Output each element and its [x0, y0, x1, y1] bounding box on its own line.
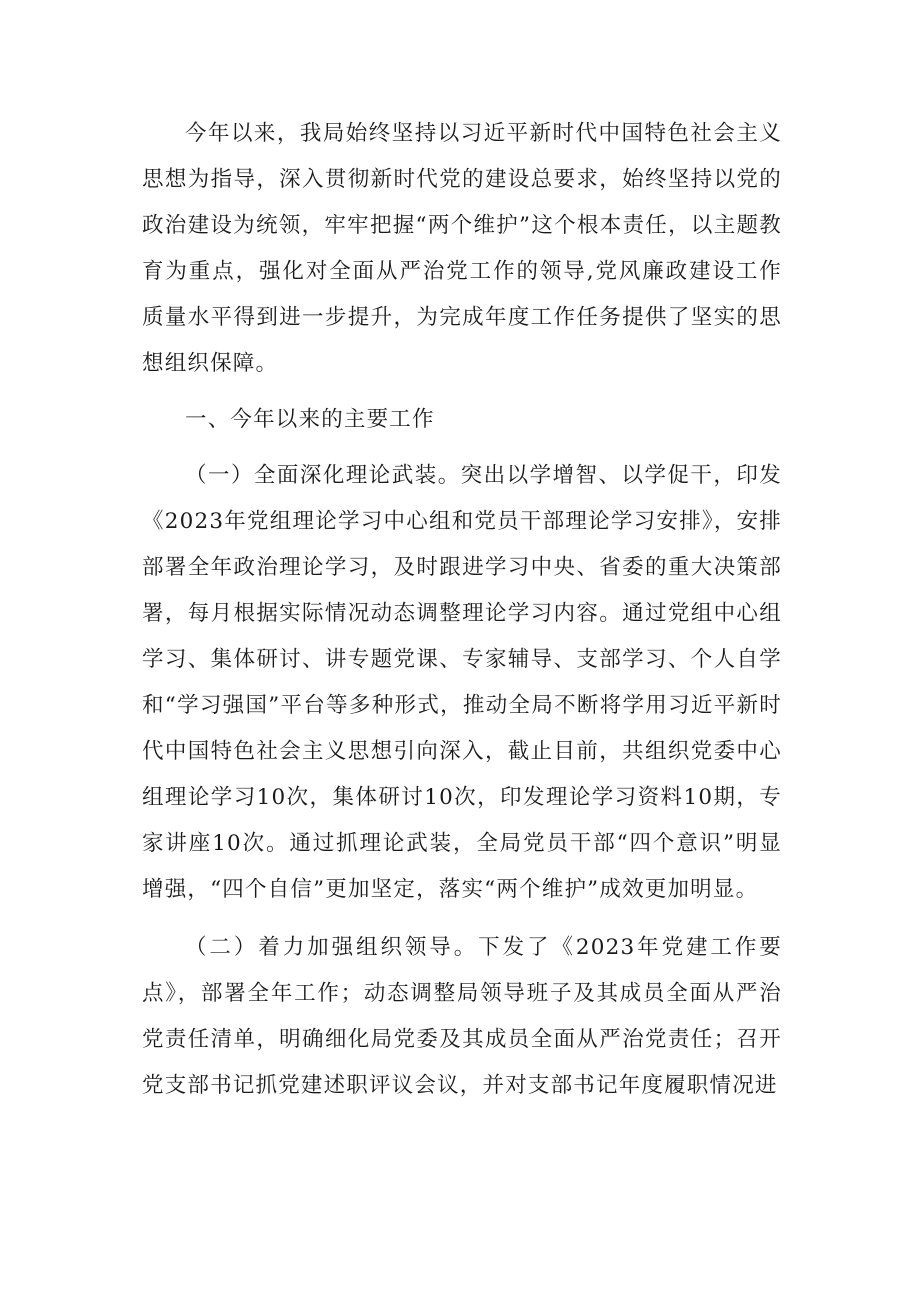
- item-organization-leadership-paragraph: （二）着力加强组织领导。下发了《2023年党建工作要点》，部署全年工作；动态调整局领导班子及其成员全面从严治党责任清单，明确细化局党委及其成员全面从严治党责任；召开党支部书记抓党建述职评议会议，并对支部书记年度履职情况进: [142, 935, 782, 1098]
- section-heading-main-work: 一、今年以来的主要工作: [185, 407, 435, 432]
- intro-paragraph: 今年以来，我局始终坚持以习近平新时代中国特色社会主义思想为指导，深入贯彻新时代党的建设总要求，始终坚持以党的政治建设为统领，牢牢把握“两个维护”这个根本责任，以主题教育为重点，强化对全面从严治党工作的领导,党风廉政建设工作质量水平得到进一步提升，为完成年度工作任务提供了坚实的思想组织保障。: [142, 121, 782, 376]
- document-body: [142, 111, 782, 1109]
- item-theory-study-paragraph: （一）全面深化理论武装。突出以学增智、以学促干，印发《2023年党组理论学习中心组和党员干部理论学习安排》，安排部署全年政治理论学习，及时跟进学习中央、省委的重大决策部署，每月根据实际情况动态调整理论学习内容。通过党组中心组学习、集体研讨、讲专题党课、专家辅导、支部学习、个人自学和“学习强国”平台等多种形式，推动全局不断将学用习近平新时代中国特色社会主义思想引向深入，截止目前，共组织党委中心组理论学习10次，集体研讨10次，印发理论学习资料10期，专家讲座10次。通过抓理论武装，全局党员干部“四个意识”明显增强，“四个自信”更加坚定，落实“两个维护”成效更加明显。: [142, 463, 782, 902]
